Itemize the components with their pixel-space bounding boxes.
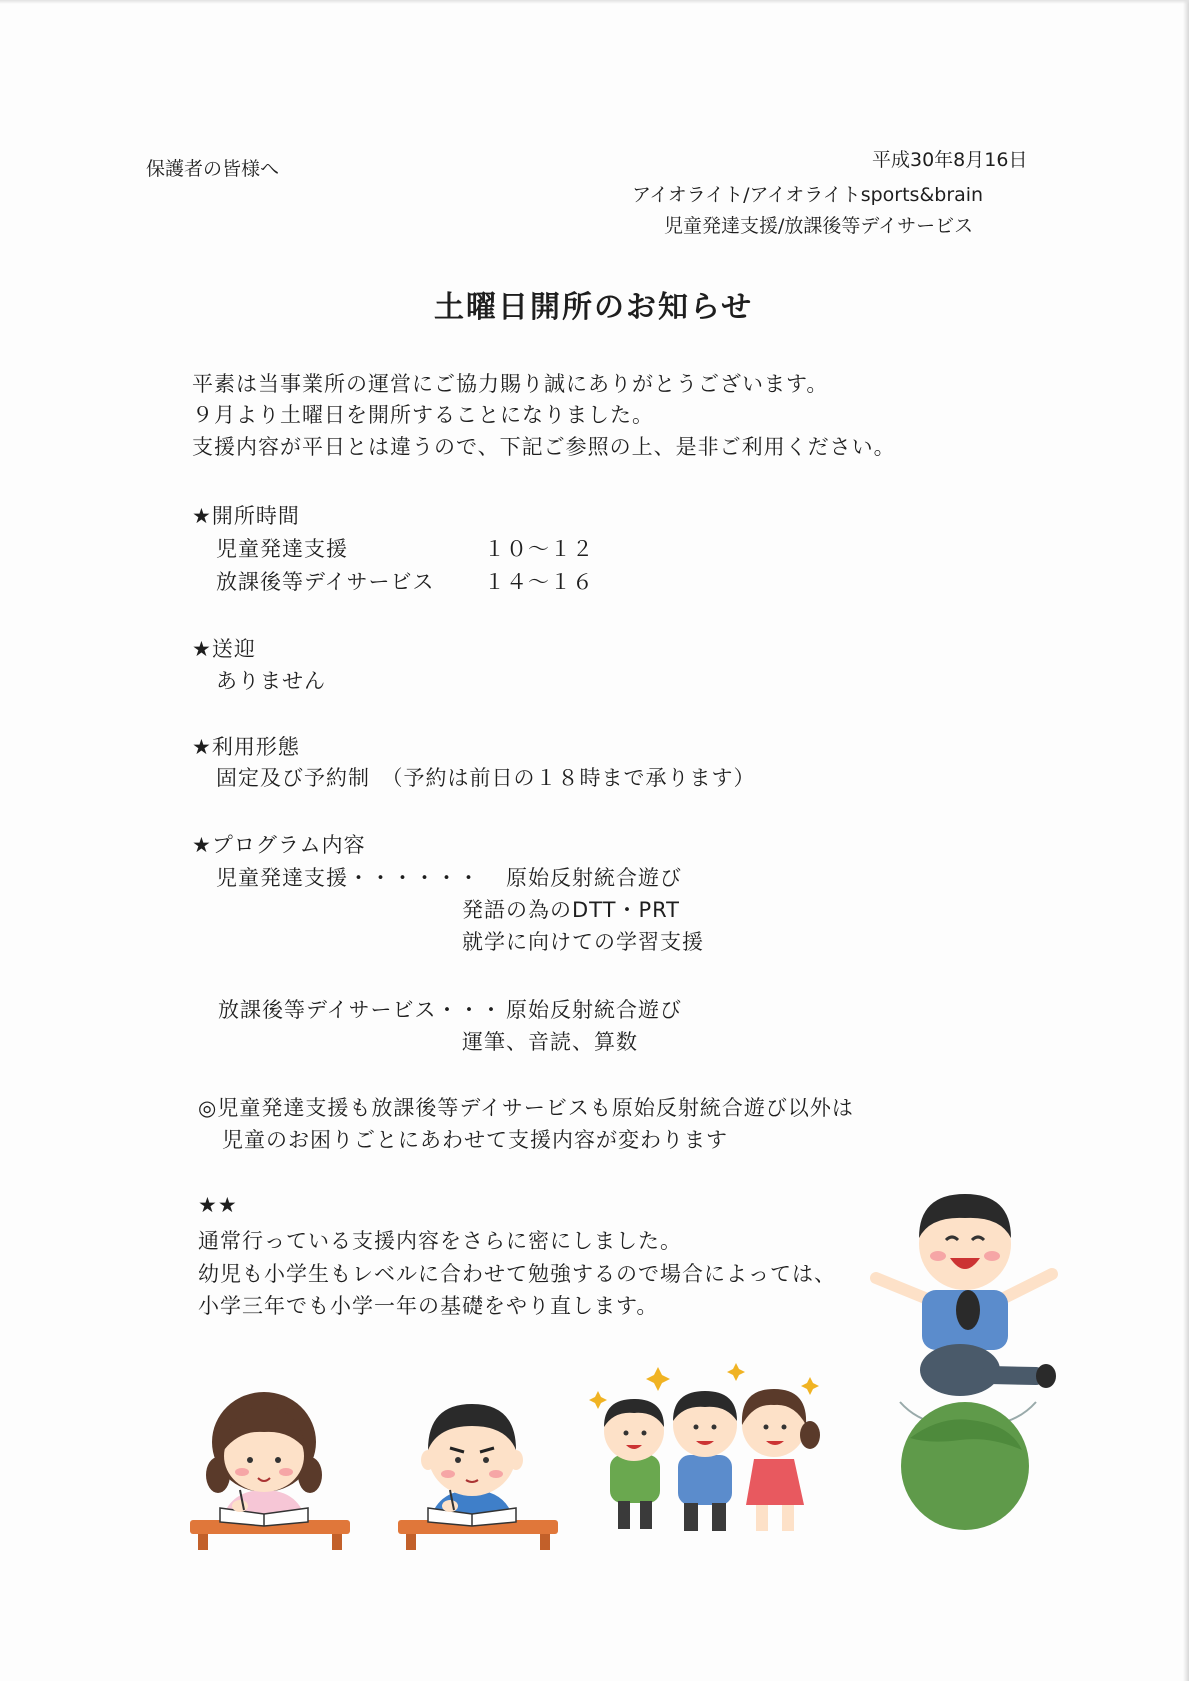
extra-line-1: 通常行っている支援内容をさらに密にしました。 [198,1229,682,1253]
boy-studying-illustration [388,1390,568,1550]
intro-line-3: 支援内容が平日とは違うので、下記ご参照の上、是非ご利用ください。 [192,435,896,459]
transport-heading: ★送迎 [192,637,256,661]
organization-name: アイオライト/アイオライトsports&brain [632,184,984,206]
girl-studying-illustration [180,1390,360,1550]
children-running-illustration [588,1355,828,1540]
paper-edge-top [0,0,1189,4]
usage-heading: ★利用形態 [192,735,300,759]
page-title: 土曜日開所のお知らせ [434,290,754,325]
note-line-2: 児童のお困りごとにあわせて支援内容が変わります [222,1128,728,1152]
paper-edge-right [1183,0,1189,1681]
hours-time-1: １０～１２ [484,537,594,561]
program-after-school-item-1: 原始反射統合遊び [506,998,682,1022]
note-line-1: ◎児童発達支援も放課後等デイサービスも原始反射統合遊び以外は [198,1096,854,1120]
program-child-dev-item-3: 就学に向けての学習支援 [462,930,704,954]
program-child-dev-item-2: 発語の為のDTT・PRT [462,898,681,922]
extra-heading: ★★ [198,1193,238,1217]
date: 平成30年8月16日 [872,149,1028,171]
hours-heading: ★開所時間 [192,504,300,528]
boy-jumping-on-ball-illustration [860,1170,1070,1530]
hours-service-2: 放課後等デイサービス [216,570,435,594]
transport-text: ありません [216,669,326,693]
intro-line-1: 平素は当事業所の運営にご協力賜り誠にありがとうございます。 [192,372,829,396]
program-child-dev-label: 児童発達支援・・・・・・ [216,866,480,890]
program-after-school-label: 放課後等デイサービス・・・ [218,998,503,1022]
usage-text: 固定及び予約制 （予約は前日の１８時まで承ります） [216,766,756,790]
organization-services: 児童発達支援/放課後等デイサービス [664,215,974,237]
program-heading: ★プログラム内容 [192,833,366,857]
intro-line-2: ９月より土曜日を開所することになりました。 [192,403,654,427]
hours-time-2: １４～１６ [484,570,594,594]
extra-line-3: 小学三年でも小学一年の基礎をやり直します。 [198,1294,659,1318]
program-after-school-item-2: 運筆、音読、算数 [462,1030,638,1054]
hours-service-1: 児童発達支援 [216,537,348,561]
extra-line-2: 幼児も小学生もレベルに合わせて勉強するので場合によっては、 [198,1262,836,1286]
program-child-dev-item-1: 原始反射統合遊び [506,866,682,890]
recipient: 保護者の皆様へ [146,158,280,180]
